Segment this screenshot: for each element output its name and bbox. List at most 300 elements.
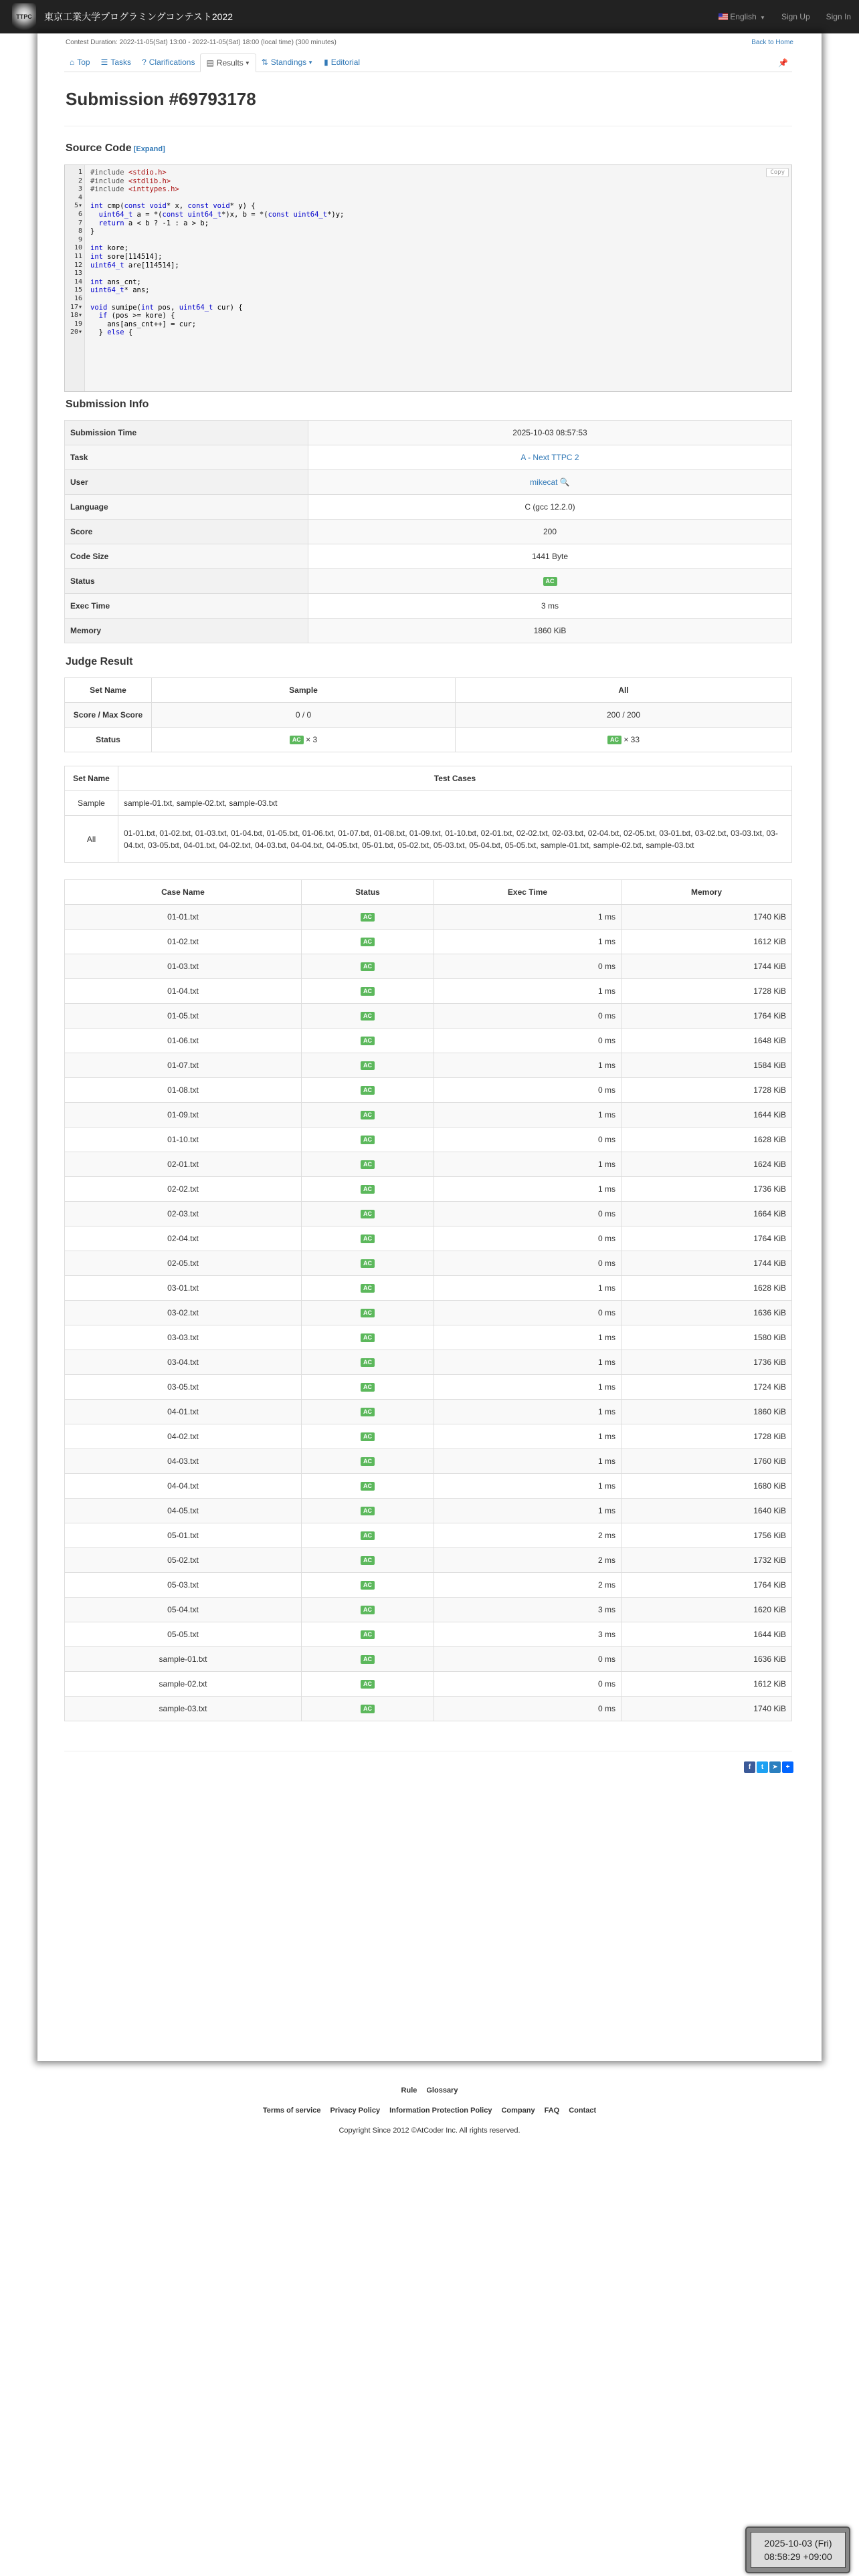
code-line: uint64_t* ans; — [90, 286, 150, 295]
status-badge: AC — [361, 1432, 375, 1441]
case-name: 01-09.txt — [65, 1103, 302, 1128]
case-exec-time: 1 ms — [434, 1152, 622, 1177]
language-value: C (gcc 12.2.0) — [308, 495, 792, 520]
clock-date: 2025-10-03 (Fri) — [764, 2538, 832, 2549]
case-name: 01-03.txt — [65, 954, 302, 979]
telegram-icon[interactable]: ➤ — [769, 1761, 781, 1773]
case-status — [302, 1449, 434, 1474]
status-badge: AC — [361, 1581, 375, 1590]
case-status — [302, 1375, 434, 1400]
case-name: 05-02.txt — [65, 1548, 302, 1573]
status-badge: AC — [361, 913, 375, 922]
line-number: 9 — [78, 235, 82, 243]
status-badge: AC — [361, 1284, 375, 1293]
footer-link-glossary[interactable]: Glossary — [426, 2086, 458, 2095]
code-line: return a < b ? -1 : a > b; — [98, 219, 209, 227]
logo-text: TTPC — [16, 13, 32, 20]
case-memory: 1760 KiB — [622, 1449, 792, 1474]
task-link[interactable]: A - Next TTPC 2 — [520, 453, 579, 462]
status-badge: AC — [361, 1606, 375, 1614]
case-status — [302, 979, 434, 1004]
case-name: 02-03.txt — [65, 1202, 302, 1226]
info-label: Task — [65, 445, 308, 470]
tab-standings[interactable] — [256, 53, 318, 72]
info-label: Score — [65, 520, 308, 544]
share-plus-icon[interactable]: + — [782, 1761, 793, 1773]
case-name: 04-05.txt — [65, 1499, 302, 1523]
line-number: 2 — [78, 177, 82, 185]
case-exec-time: 0 ms — [434, 1697, 622, 1721]
language-dropdown[interactable] — [719, 12, 765, 21]
tab-clarifications[interactable] — [136, 53, 200, 72]
case-name: 02-05.txt — [65, 1251, 302, 1276]
status-badge: AC — [361, 962, 375, 971]
case-memory: 1648 KiB — [622, 1029, 792, 1053]
table-row — [65, 1499, 792, 1523]
tab-label: Results — [216, 58, 244, 68]
line-number: 6 — [78, 211, 82, 218]
case-status — [302, 1004, 434, 1029]
case-exec-time: 1 ms — [434, 1103, 622, 1128]
test-sets-table — [64, 766, 792, 863]
case-name: 04-01.txt — [65, 1400, 302, 1424]
footer-link-rule[interactable]: Rule — [401, 2086, 417, 2095]
case-name-header[interactable]: Case Name — [65, 880, 302, 905]
line-number: 15 — [74, 286, 82, 294]
case-memory: 1744 KiB — [622, 1251, 792, 1276]
set-cases: 01-01.txt, 01-02.txt, 01-03.txt, 01-04.txt, 01-05.txt, 01-06.txt, 01-07.txt, 01-08.txt, 01-09.txt, 01-10.txt, 02-01.txt, 02-02.txt, 02-03.txt, 02-04.txt, 02-05.txt, 03-01.txt, 03-02.txt, 03-03.txt, 03-04.txt, 03-05.txt, 04-01.txt, 04-02.txt, 04-03.txt, 04-04.txt, 04-05.txt, 05-01.txt, 05-02.txt, 05-03.txt, 05-04.txt, 05-05.txt, sample-01.txt, sample-02.txt, sample-03.txt — [118, 816, 792, 863]
status-badge: AC — [361, 1655, 375, 1664]
case-exec-time: 1 ms — [434, 1400, 622, 1424]
case-status — [302, 1622, 434, 1647]
score-label: Score / Max Score — [65, 703, 152, 728]
line-number: 18▾ — [70, 312, 82, 320]
case-memory: 1580 KiB — [622, 1325, 792, 1350]
case-status — [302, 1103, 434, 1128]
case-memory: 1860 KiB — [622, 1400, 792, 1424]
info-row — [65, 421, 792, 445]
status-badge: AC — [361, 1630, 375, 1639]
table-row — [65, 954, 792, 979]
set-name: Sample — [65, 791, 118, 816]
case-memory: 1644 KiB — [622, 1622, 792, 1647]
tab-label: Tasks — [110, 58, 132, 67]
status-badge: AC — [361, 1111, 375, 1119]
sample-header: Sample — [152, 678, 456, 703]
line-number: 5▾ — [74, 202, 82, 210]
case-exec-time: 1 ms — [434, 1276, 622, 1301]
case-exec-time: 0 ms — [434, 1078, 622, 1103]
line-number: 8 — [78, 227, 82, 235]
case-name: sample-03.txt — [65, 1697, 302, 1721]
search-icon[interactable]: 🔍 — [559, 477, 570, 487]
info-row — [65, 544, 792, 569]
line-number: 20▾ — [70, 328, 82, 336]
case-memory: 1664 KiB — [622, 1202, 792, 1226]
status-badge: AC — [361, 1061, 375, 1070]
case-memory: 1744 KiB — [622, 954, 792, 979]
case-name: 05-05.txt — [65, 1622, 302, 1647]
code-line: #include <inttypes.h> — [90, 185, 179, 194]
table-row — [65, 1301, 792, 1325]
case-exec-time: 2 ms — [434, 1548, 622, 1573]
footer-link-info-protection[interactable]: Information Protection Policy — [389, 2107, 492, 2115]
table-row — [65, 905, 792, 930]
status-badge: AC — [361, 938, 375, 946]
case-exec-time: 0 ms — [434, 1647, 622, 1672]
line-number-gutter — [65, 165, 85, 392]
case-status — [302, 1152, 434, 1177]
case-exec-time: 1 ms — [434, 1177, 622, 1202]
case-name: 01-05.txt — [65, 1004, 302, 1029]
case-status — [302, 1573, 434, 1598]
case-status — [302, 1598, 434, 1622]
case-name: 01-01.txt — [65, 905, 302, 930]
case-memory: 1620 KiB — [622, 1598, 792, 1622]
main-container — [37, 33, 822, 2061]
info-label: Exec Time — [65, 594, 308, 619]
all-header: All — [456, 678, 792, 703]
case-exec-time: 2 ms — [434, 1573, 622, 1598]
exec-time-header[interactable]: Exec Time — [434, 880, 622, 905]
case-exec-time: 0 ms — [434, 954, 622, 979]
case-exec-time: 2 ms — [434, 1523, 622, 1548]
line-number: 12 — [74, 261, 82, 269]
list-icon: ☰ — [100, 58, 108, 67]
tab-results[interactable] — [200, 53, 256, 72]
tab-top[interactable] — [64, 53, 96, 72]
case-memory: 1680 KiB — [622, 1474, 792, 1499]
code-line: int sore[114514]; — [90, 253, 163, 261]
status-badge: AC — [361, 987, 375, 996]
info-row — [65, 569, 792, 594]
case-memory: 1740 KiB — [622, 905, 792, 930]
case-memory: 1728 KiB — [622, 979, 792, 1004]
status-label: Status — [65, 728, 152, 752]
user-link[interactable]: mikecat — [530, 477, 558, 487]
code-line: int kore; — [90, 244, 128, 253]
status-header[interactable]: Status — [302, 880, 434, 905]
caret-down-icon: ▼ — [244, 60, 250, 66]
back-to-home-link[interactable]: Back to Home — [751, 39, 793, 46]
case-status — [302, 1251, 434, 1276]
case-memory: 1724 KiB — [622, 1375, 792, 1400]
table-row — [65, 1375, 792, 1400]
case-memory: 1736 KiB — [622, 1350, 792, 1375]
code-line: int ans_cnt; — [90, 278, 141, 286]
status-badge: AC — [290, 736, 304, 744]
info-label: Language — [65, 495, 308, 520]
case-name: sample-02.txt — [65, 1672, 302, 1697]
sign-in-link[interactable]: Sign In — [826, 12, 851, 21]
code-line: #include <stdio.h> — [90, 169, 167, 177]
case-memory: 1636 KiB — [622, 1647, 792, 1672]
case-status — [302, 1499, 434, 1523]
case-exec-time: 0 ms — [434, 1128, 622, 1152]
table-row — [65, 1697, 792, 1721]
info-row — [65, 470, 792, 495]
table-row — [65, 1449, 792, 1474]
table-row — [65, 1029, 792, 1053]
case-name: 01-08.txt — [65, 1078, 302, 1103]
case-status — [302, 930, 434, 954]
fixed-clock — [745, 2527, 850, 2573]
line-number: 10 — [74, 244, 82, 252]
case-memory: 1764 KiB — [622, 1004, 792, 1029]
status-badge: AC — [361, 1556, 375, 1565]
line-number: 1 — [78, 169, 82, 176]
set-name: All — [65, 816, 118, 863]
case-exec-time: 0 ms — [434, 1202, 622, 1226]
table-row — [65, 979, 792, 1004]
case-name: 02-04.txt — [65, 1226, 302, 1251]
table-row — [65, 1672, 792, 1697]
sample-count: × 3 — [306, 734, 318, 744]
case-name: 03-01.txt — [65, 1276, 302, 1301]
exec-time-value: 3 ms — [308, 594, 792, 619]
tab-label: Editorial — [330, 58, 361, 67]
line-number: 17▾ — [70, 303, 82, 311]
case-name: 01-10.txt — [65, 1128, 302, 1152]
case-exec-time: 1 ms — [434, 1424, 622, 1449]
share-buttons — [744, 1761, 793, 1773]
case-name: 02-02.txt — [65, 1177, 302, 1202]
case-exec-time: 1 ms — [434, 979, 622, 1004]
code-line: uint64_t a = *(const uint64_t*)x, b = *(const uint64_t*)y; — [98, 211, 345, 219]
all-count: × 33 — [624, 734, 640, 744]
case-status — [302, 1424, 434, 1449]
sort-icon: ⇅ — [261, 58, 268, 67]
all-score: 200 / 200 — [456, 703, 792, 728]
code-line: } else { — [90, 328, 133, 337]
copy-button[interactable]: Copy — [766, 168, 789, 177]
code-line: #include <stdlib.h> — [90, 177, 171, 185]
info-row — [65, 594, 792, 619]
status-badge: AC — [607, 736, 622, 744]
case-exec-time: 1 ms — [434, 1449, 622, 1474]
judge-result-heading: Judge Result — [66, 656, 133, 667]
case-status — [302, 1053, 434, 1078]
table-row — [65, 1647, 792, 1672]
table-row — [65, 1004, 792, 1029]
expand-link[interactable]: [Expand] — [133, 145, 165, 153]
set-cases: sample-01.txt, sample-02.txt, sample-03.txt — [118, 791, 792, 816]
case-memory: 1628 KiB — [622, 1128, 792, 1152]
contest-logo[interactable] — [12, 3, 36, 30]
table-row — [65, 1350, 792, 1375]
code-line: ans[ans_cnt++] = cur; — [90, 320, 197, 328]
case-exec-time: 1 ms — [434, 905, 622, 930]
case-exec-time: 3 ms — [434, 1622, 622, 1647]
case-memory: 1612 KiB — [622, 1672, 792, 1697]
status-badge: AC — [361, 1383, 375, 1392]
case-name: 01-02.txt — [65, 930, 302, 954]
test-cases-header: Test Cases — [118, 766, 792, 791]
case-name: 03-04.txt — [65, 1350, 302, 1375]
line-number: 13 — [74, 270, 82, 278]
table-row — [65, 1622, 792, 1647]
case-status — [302, 1226, 434, 1251]
case-exec-time: 1 ms — [434, 1350, 622, 1375]
table-row — [65, 1548, 792, 1573]
table-row — [65, 1400, 792, 1424]
case-status — [302, 1177, 434, 1202]
status-badge: AC — [361, 1259, 375, 1268]
line-number: 7 — [78, 219, 82, 227]
source-code-heading — [66, 142, 165, 154]
status-badge: AC — [361, 1235, 375, 1243]
status-badge: AC — [361, 1507, 375, 1515]
results-icon: ▤ — [206, 58, 214, 68]
case-memory: 1736 KiB — [622, 1177, 792, 1202]
case-status — [302, 1523, 434, 1548]
case-status — [302, 1128, 434, 1152]
case-memory: 1644 KiB — [622, 1103, 792, 1128]
table-row — [65, 1128, 792, 1152]
status-badge: AC — [361, 1160, 375, 1169]
info-row — [65, 495, 792, 520]
footer-link-faq[interactable]: FAQ — [544, 2107, 560, 2115]
case-status — [302, 1548, 434, 1573]
line-number: 19 — [74, 320, 82, 328]
case-name: 01-07.txt — [65, 1053, 302, 1078]
case-status — [302, 1078, 434, 1103]
case-memory: 1612 KiB — [622, 930, 792, 954]
status-badge: AC — [361, 1680, 375, 1689]
table-row — [65, 1424, 792, 1449]
source-code-block[interactable] — [64, 165, 792, 392]
facebook-icon[interactable]: f — [744, 1761, 755, 1773]
case-memory: 1732 KiB — [622, 1548, 792, 1573]
case-exec-time: 1 ms — [434, 1053, 622, 1078]
case-memory: 1756 KiB — [622, 1523, 792, 1548]
status-badge: AC — [361, 1408, 375, 1416]
table-row — [65, 1251, 792, 1276]
case-memory: 1728 KiB — [622, 1078, 792, 1103]
table-row — [65, 1598, 792, 1622]
info-label: Code Size — [65, 544, 308, 569]
caret-down-icon: ▼ — [760, 15, 765, 21]
status-badge: AC — [361, 1705, 375, 1713]
status-badge: AC — [361, 1185, 375, 1194]
line-number: 11 — [74, 253, 82, 260]
case-memory: 1740 KiB — [622, 1697, 792, 1721]
table-row — [65, 1573, 792, 1598]
case-memory: 1624 KiB — [622, 1152, 792, 1177]
sample-score: 0 / 0 — [152, 703, 456, 728]
code-line: } — [90, 227, 95, 236]
table-row — [65, 1152, 792, 1177]
case-status — [302, 1672, 434, 1697]
table-row — [65, 1474, 792, 1499]
language-label: English — [730, 12, 757, 21]
case-name: 01-04.txt — [65, 979, 302, 1004]
case-name: 05-01.txt — [65, 1523, 302, 1548]
case-status — [302, 1647, 434, 1672]
uk-flag-icon — [719, 13, 728, 20]
case-memory: 1584 KiB — [622, 1053, 792, 1078]
navbar — [0, 0, 859, 33]
case-name: 05-03.txt — [65, 1573, 302, 1598]
sign-up-link[interactable]: Sign Up — [781, 12, 810, 21]
book-icon: ▮ — [324, 58, 328, 67]
table-row — [65, 1276, 792, 1301]
status-badge: AC — [361, 1457, 375, 1466]
info-label: Submission Time — [65, 421, 308, 445]
case-memory: 1764 KiB — [622, 1573, 792, 1598]
case-status — [302, 954, 434, 979]
case-status — [302, 1276, 434, 1301]
line-number: 3 — [78, 185, 82, 193]
table-row — [65, 1053, 792, 1078]
case-exec-time: 0 ms — [434, 1301, 622, 1325]
case-status — [302, 1400, 434, 1424]
case-name: 01-06.txt — [65, 1029, 302, 1053]
status-badge: AC — [361, 1086, 375, 1095]
submission-info-table — [64, 420, 792, 643]
case-memory: 1640 KiB — [622, 1499, 792, 1523]
footer-link-terms[interactable]: Terms of service — [262, 2107, 321, 2115]
memory-header[interactable]: Memory — [622, 880, 792, 905]
footer-link-company[interactable]: Company — [501, 2107, 535, 2115]
set-name-header: Set Name — [65, 766, 118, 791]
case-status — [302, 905, 434, 930]
contest-tabs — [64, 53, 792, 72]
table-row — [65, 1103, 792, 1128]
submission-info-heading: Submission Info — [66, 399, 149, 410]
info-label: User — [65, 470, 308, 495]
contest-title[interactable]: 東京工業大学プログラミングコンテスト2022 — [44, 11, 233, 22]
status-badge: AC — [361, 1037, 375, 1045]
footer-link-privacy[interactable]: Privacy Policy — [330, 2107, 381, 2115]
case-name: 03-02.txt — [65, 1301, 302, 1325]
footer-link-contact[interactable]: Contact — [569, 2107, 597, 2115]
status-badge: AC — [361, 1136, 375, 1144]
case-name: 03-03.txt — [65, 1325, 302, 1350]
tab-editorial[interactable] — [318, 53, 365, 72]
case-exec-time: 0 ms — [434, 1029, 622, 1053]
case-exec-time: 3 ms — [434, 1598, 622, 1622]
contest-duration: Contest Duration: 2022-11-05(Sat) 13:00 - 2022-11-05(Sat) 18:00 (local time) (300 minutes) — [66, 39, 337, 46]
status-badge: AC — [543, 577, 557, 586]
source-code-title: Source Code — [66, 142, 132, 154]
test-cases-table — [64, 879, 792, 1721]
line-number: 14 — [74, 278, 82, 286]
pin-icon[interactable]: 📌 — [778, 58, 788, 68]
case-status — [302, 1325, 434, 1350]
status-badge: AC — [361, 1333, 375, 1342]
tab-tasks[interactable] — [96, 53, 136, 72]
copyright: Copyright Since 2012 ©AtCoder Inc. All rights reserved. — [339, 2127, 520, 2135]
case-exec-time: 0 ms — [434, 1251, 622, 1276]
case-name: sample-01.txt — [65, 1647, 302, 1672]
table-row — [65, 1202, 792, 1226]
status-badge: AC — [361, 1210, 375, 1218]
caret-down-icon: ▼ — [308, 59, 314, 66]
table-row — [65, 930, 792, 954]
set-name-header: Set Name — [65, 678, 152, 703]
memory-value: 1860 KiB — [308, 619, 792, 643]
code-line: if (pos >= kore) { — [98, 312, 175, 320]
twitter-icon[interactable]: t — [757, 1761, 768, 1773]
case-name: 02-01.txt — [65, 1152, 302, 1177]
info-row — [65, 445, 792, 470]
home-icon: ⌂ — [70, 58, 75, 67]
case-exec-time: 0 ms — [434, 1672, 622, 1697]
line-number: 16 — [74, 295, 82, 302]
case-name: 04-03.txt — [65, 1449, 302, 1474]
tab-label: Clarifications — [149, 58, 195, 67]
